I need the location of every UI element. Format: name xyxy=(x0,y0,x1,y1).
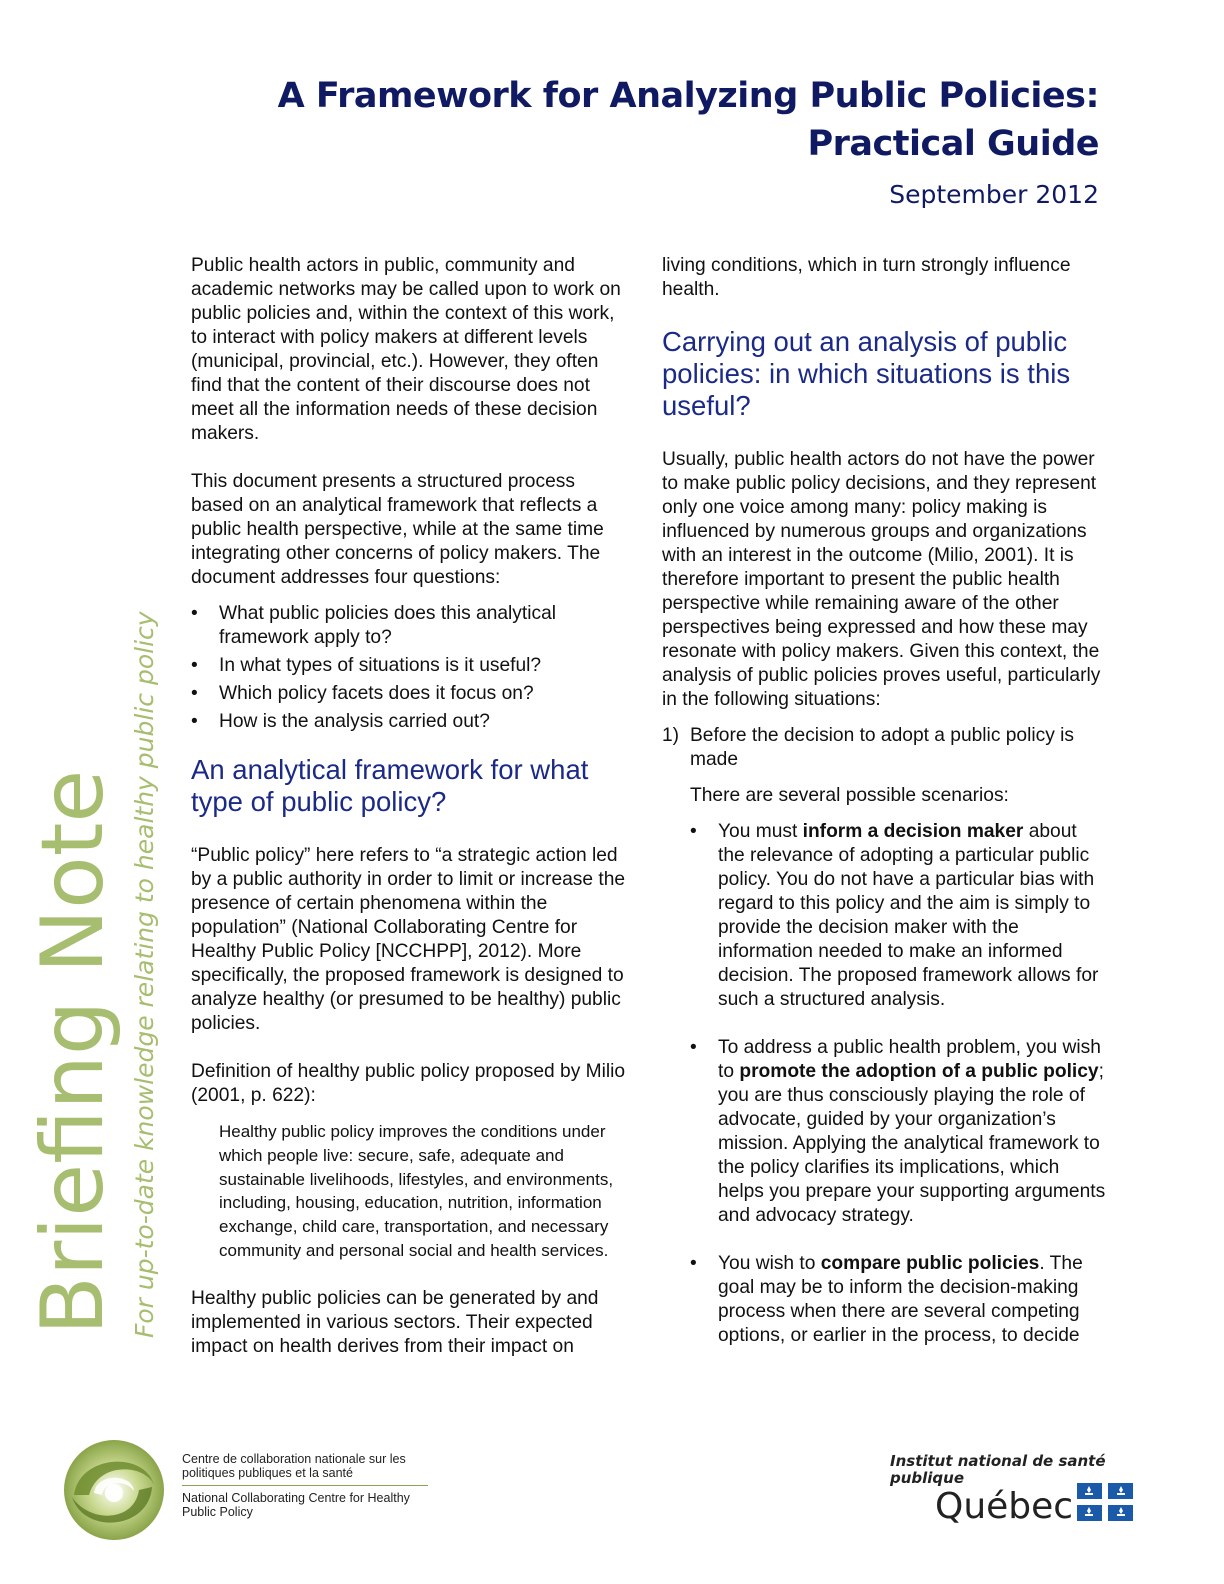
item-text: Before the decision to adopt a public policy is made xyxy=(690,725,1074,770)
fleurdelise-icon xyxy=(1077,1483,1133,1521)
list-item: • Which policy facets does it focus on? xyxy=(191,682,631,706)
list-item: • What public policies does this analytical framework apply to? xyxy=(191,602,631,650)
ncc-english-name: National Collaborating Centre for Healthy Public Policy xyxy=(182,1491,410,1519)
scenarios-intro: There are several possible scenarios: xyxy=(690,785,1009,806)
right-column xyxy=(662,254,1107,1372)
ncchpp-name xyxy=(182,1452,428,1519)
milio-definition-intro: Definition of healthy public policy proposed by Milio (2001, p. 622): xyxy=(191,1061,626,1106)
list-item: • How is the analysis carried out? xyxy=(191,710,631,734)
title-line-2: Practical Guide xyxy=(807,124,1099,164)
sectors-paragraph: Healthy public policies can be generated by and implemented in various sectors. Their expected impact on health derives from their impact on xyxy=(191,1287,599,1357)
context-paragraph: Usually, public health actors do not have the power to make public policy decisions, and they represent only one voice among many: policy making is influenced by numerous groups and organizations with an interest in the outcome (Milio, 2001). It is therefore important to present the public health perspective while remaining aware of the other perspectives being expressed and how these may resonate with policy makers. Given this context, the analysis of public policies proves useful, particularly in the following situations: xyxy=(662,449,1101,710)
inspq-name: Institut national de santé publique xyxy=(890,1452,1106,1487)
list-item: • You must inform a decision maker about the relevance of adopting a particular public policy. You do not have a particular bias with regard to this policy and the aim is simply to provide the decision maker with the information needed to make an informed decision. The proposed framework allows for such a structured analysis. xyxy=(690,820,1107,1012)
list-item: • To address a public health problem, you wish to promote the adoption of a public policy; you are thus consciously playing the role of advocate, guided by your organization’s mission. Applying the analytical framework to the policy clarifies its implications, which helps you prepare your supporting arguments and advocacy strategy. xyxy=(690,1036,1107,1228)
public-policy-definition-paragraph: “Public policy” here refers to “a strategic action led by a public authority in order to limit or increase the presence of certain phenomena within the population” (National Collaborating Centre for Healthy Public Policy [NCCHPP], 2012). More specifically, the proposed framework is designed to analyze healthy (or presumed to be healthy) public policies. xyxy=(191,845,626,1034)
list-item: • In what types of situations is it useful? xyxy=(191,654,631,678)
milio-quote: Healthy public policy improves the conditions under which people live: secure, safe, adequate and sustainable livelihoods, lifestyles, and environments, including, housing, education, nutrition, information exchange, child care, transportation, and necessary community and personal social and health services. xyxy=(219,1122,614,1260)
document-purpose-paragraph: This document presents a structured process based on an analytical framework that reflects a public health perspective, while at the same time integrating other concerns of policy makers. The document addresses four questions: xyxy=(191,471,604,588)
quebec-wordmark: Québec xyxy=(935,1486,1074,1527)
briefing-note-brand: Briefing Note xyxy=(23,769,123,1335)
item-number: 1) xyxy=(662,725,680,746)
publication-date: September 2012 xyxy=(889,180,1099,209)
left-column xyxy=(191,254,631,1383)
list-item: • You wish to compare public policies. The goal may be to inform the decision-making process when there are several competing options, or earlier in the process, to decide xyxy=(690,1252,1107,1348)
document-title xyxy=(278,72,1099,168)
scenarios-list xyxy=(690,820,1107,1348)
section-heading-framework: An analytical framework for what type of public policy? xyxy=(191,754,589,817)
green-swirl-logo-icon xyxy=(54,1435,174,1545)
section-heading-situations: Carrying out an analysis of public policies: in which situations is this useful? xyxy=(662,326,1071,421)
living-conditions-paragraph: living conditions, which in turn strongly influence health. xyxy=(662,255,1071,300)
briefing-note-tagline: For up-to-date knowledge relating to healthy public policy xyxy=(130,611,159,1338)
questions-list xyxy=(191,602,631,734)
numbered-item-1 xyxy=(662,724,1107,1348)
ncc-french-name: Centre de collaboration nationale sur les politiques publiques et la santé xyxy=(182,1452,428,1486)
title-line-1: A Framework for Analyzing Public Policies: xyxy=(277,76,1099,116)
intro-paragraph: Public health actors in public, community and academic networks may be called upon to work on public policies and, within the context of this work, to interact with policy makers at different levels (municipal, provincial, etc.). However, they often find that the content of their discourse does not meet all the information needs of these decision makers. xyxy=(191,255,621,444)
